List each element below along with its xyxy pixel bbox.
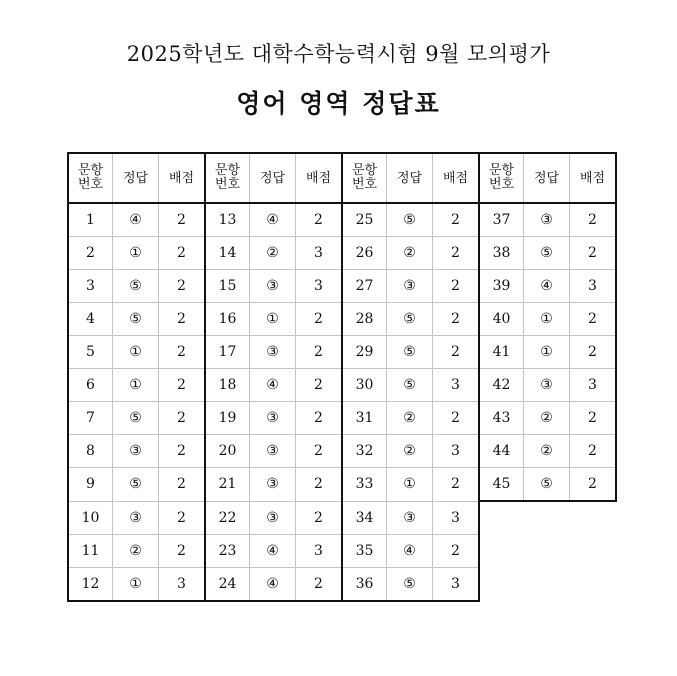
answer-value: ⑤ [524,468,570,502]
points-value: 3 [433,369,480,402]
table-row [68,270,616,303]
points-value: 3 [433,435,480,468]
question-number: 19 [205,402,250,435]
table-row [68,567,616,601]
document-subtitle: 영어 영역 정답표 [236,89,441,118]
header-question-number: 문항 번호 [68,153,113,203]
empty-cell [570,534,617,567]
answer-value: ③ [250,402,296,435]
answer-value: ① [113,237,159,270]
answer-table [67,152,617,602]
table-row [68,237,616,270]
points-value: 2 [570,468,617,502]
points-value: 2 [296,501,343,534]
question-number: 15 [205,270,250,303]
question-number: 24 [205,567,250,601]
table-row [68,435,616,468]
answer-value: ③ [250,270,296,303]
points-value: 2 [159,468,206,502]
question-number: 28 [342,303,387,336]
question-number: 43 [479,402,524,435]
header-answer: 정답 [250,153,296,203]
answer-value: ⑤ [113,402,159,435]
question-number: 21 [205,468,250,502]
points-value: 2 [159,369,206,402]
table-row [68,501,616,534]
header-question-number: 문항 번호 [342,153,387,203]
answer-value: ⑤ [113,303,159,336]
answer-value: ④ [250,567,296,601]
points-value: 2 [159,402,206,435]
question-number: 16 [205,303,250,336]
points-value: 2 [159,303,206,336]
points-value: 2 [296,468,343,502]
answer-value: ② [113,534,159,567]
points-value: 3 [433,501,480,534]
points-value: 3 [159,567,206,601]
question-number: 20 [205,435,250,468]
answer-value: ③ [113,435,159,468]
points-value: 2 [296,567,343,601]
table-row [68,534,616,567]
points-value: 2 [433,303,480,336]
answer-value: ⑤ [387,203,433,237]
points-value: 2 [570,336,617,369]
empty-cell [570,501,617,534]
answer-value: ⑤ [524,237,570,270]
empty-cell [479,501,524,534]
question-number: 13 [205,203,250,237]
answer-value: ⑤ [387,336,433,369]
answer-value: ⑤ [387,369,433,402]
answer-value: ③ [250,435,296,468]
header-answer: 정답 [387,153,433,203]
header-points: 배점 [433,153,480,203]
answer-value: ③ [250,468,296,502]
answer-value: ③ [250,501,296,534]
answer-value: ③ [387,270,433,303]
table-row [68,402,616,435]
points-value: 2 [159,270,206,303]
question-number: 44 [479,435,524,468]
points-value: 2 [159,237,206,270]
empty-cell [524,534,570,567]
answer-value: ① [250,303,296,336]
question-number: 37 [479,203,524,237]
question-number: 11 [68,534,113,567]
question-number: 38 [479,237,524,270]
points-value: 2 [159,501,206,534]
answer-value: ⑤ [113,270,159,303]
question-number: 14 [205,237,250,270]
question-number: 40 [479,303,524,336]
question-number: 30 [342,369,387,402]
points-value: 2 [159,203,206,237]
question-number: 27 [342,270,387,303]
answer-value: ⑤ [387,303,433,336]
points-value: 2 [296,402,343,435]
points-value: 3 [296,270,343,303]
points-value: 2 [570,303,617,336]
question-number: 17 [205,336,250,369]
answer-value: ⑤ [113,468,159,502]
table-row [68,369,616,402]
answer-value: ④ [387,534,433,567]
question-number: 4 [68,303,113,336]
header-question-number: 문항 번호 [205,153,250,203]
answer-value: ③ [524,369,570,402]
question-number: 12 [68,567,113,601]
answer-value: ④ [113,203,159,237]
question-number: 3 [68,270,113,303]
points-value: 2 [570,435,617,468]
question-number: 39 [479,270,524,303]
points-value: 2 [296,336,343,369]
answer-value: ③ [250,336,296,369]
points-value: 2 [433,468,480,502]
points-value: 2 [296,435,343,468]
question-number: 2 [68,237,113,270]
points-value: 2 [570,237,617,270]
points-value: 2 [159,336,206,369]
question-number: 22 [205,501,250,534]
empty-cell [524,501,570,534]
answer-value: ④ [250,534,296,567]
answer-value: ② [387,237,433,270]
points-value: 2 [570,203,617,237]
table-row [68,336,616,369]
question-number: 10 [68,501,113,534]
question-number: 41 [479,336,524,369]
points-value: 2 [296,303,343,336]
table-row [68,468,616,502]
question-number: 18 [205,369,250,402]
header-points: 배점 [159,153,206,203]
question-number: 23 [205,534,250,567]
answer-value: ② [524,435,570,468]
question-number: 32 [342,435,387,468]
answer-value: ① [524,303,570,336]
question-number: 25 [342,203,387,237]
question-number: 45 [479,468,524,502]
header-answer: 정답 [524,153,570,203]
points-value: 2 [159,534,206,567]
points-value: 3 [296,237,343,270]
question-number: 34 [342,501,387,534]
empty-cell [570,567,617,601]
points-value: 2 [433,237,480,270]
answer-value: ④ [524,270,570,303]
answer-value: ② [250,237,296,270]
answer-value: ① [113,336,159,369]
points-value: 3 [296,534,343,567]
question-number: 8 [68,435,113,468]
points-value: 3 [570,369,617,402]
answer-value: ① [113,567,159,601]
header-row [68,153,616,203]
answer-value: ② [387,435,433,468]
question-number: 7 [68,402,113,435]
question-number: 42 [479,369,524,402]
points-value: 2 [433,402,480,435]
answer-value: ④ [250,369,296,402]
points-value: 3 [570,270,617,303]
table-row [68,303,616,336]
question-number: 35 [342,534,387,567]
header-points: 배점 [296,153,343,203]
points-value: 2 [296,369,343,402]
answer-value: ② [387,402,433,435]
answer-value: ① [113,369,159,402]
empty-cell [479,567,524,601]
question-number: 6 [68,369,113,402]
question-number: 1 [68,203,113,237]
answer-value: ③ [524,203,570,237]
points-value: 2 [433,270,480,303]
points-value: 2 [433,203,480,237]
answer-value: ② [524,402,570,435]
document-title: 2025학년도 대학수학능력시험 9월 모의평가 [126,42,551,66]
answer-value: ① [387,468,433,502]
question-number: 36 [342,567,387,601]
points-value: 2 [433,336,480,369]
points-value: 2 [570,402,617,435]
header-points: 배점 [570,153,617,203]
points-value: 2 [159,435,206,468]
question-number: 5 [68,336,113,369]
points-value: 2 [433,534,480,567]
answer-value: ③ [387,501,433,534]
header-question-number: 문항 번호 [479,153,524,203]
empty-cell [524,567,570,601]
points-value: 2 [296,203,343,237]
question-number: 9 [68,468,113,502]
question-number: 33 [342,468,387,502]
table-row [68,203,616,237]
question-number: 26 [342,237,387,270]
header-answer: 정답 [113,153,159,203]
question-number: 29 [342,336,387,369]
answer-value: ⑤ [387,567,433,601]
points-value: 3 [433,567,480,601]
answer-value: ④ [250,203,296,237]
empty-cell [479,534,524,567]
answer-value: ③ [113,501,159,534]
answer-value: ① [524,336,570,369]
question-number: 31 [342,402,387,435]
